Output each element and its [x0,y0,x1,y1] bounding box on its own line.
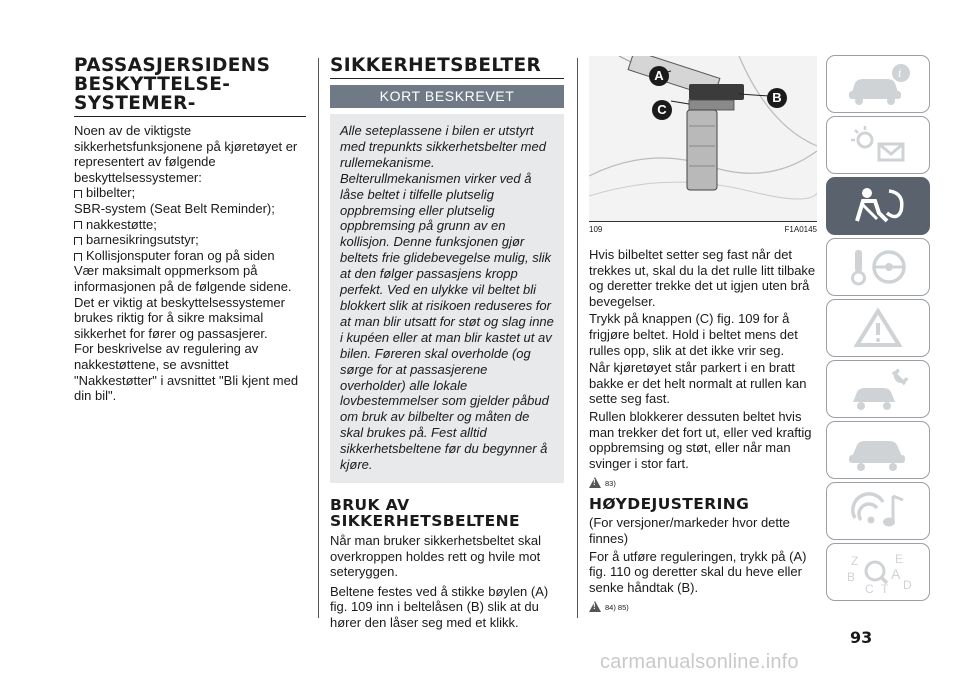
label-a: A [649,66,669,86]
list-item [74,248,306,264]
heading-line-2: BESKYTTELSE- [74,74,231,95]
warning-triangle-icon[interactable] [826,299,930,357]
figure-number: 109 [589,225,603,234]
heading-line-1: PASSASJERSIDENS [74,55,271,76]
heading-line-3: SYSTEMER- [74,93,196,114]
stuck-belt-paragraph: Hvis bilbeltet setter seg fast når det trekkes ut, skal du la det rulle litt tilbake og deretter trekke det ut igjen uten brå bevegelser. [589,247,816,309]
list-item [74,217,306,233]
index-letter: C [865,582,874,595]
wrench-car-icon[interactable] [826,360,930,418]
bullet-icon [74,221,82,229]
multimedia-icon[interactable] [826,482,930,540]
systems-list [74,185,306,263]
sub-heading-use [330,497,564,529]
index-search-icon[interactable] [826,543,930,601]
seatbelt-buckle-illustration [589,56,817,221]
dashboard-lights-icon[interactable] [826,116,930,174]
car-info-icon[interactable] [826,55,930,113]
svg-text:i: i [898,67,902,80]
list-item-text: bilbelter; [86,185,136,201]
list-item-text: nakkestøtte; [86,216,157,232]
bullet-icon [74,237,82,245]
index-letter: E [895,552,904,566]
page-number: 93 [850,628,873,647]
warning-ref-text: 84) 85) [605,603,629,613]
release-paragraph: Trykk på knappen (C) fig. 109 for å frigjøre beltet. Hold i beltet mens det rulles opp, slik at det ikke vrir seg. [589,311,798,358]
warning-reference-83 [589,474,817,488]
section-heading-height-adjustment: HØYDEJUSTERING [589,495,750,514]
warning-reference-84-85 [589,598,817,612]
summary-box: Alle seteplassene i bilen er utstyrt med trepunkts sikkerhetsbelter med rullemekanisme. Belterullmekanismen virker ved å låse beltet i tilfelle plutselig oppbremsing eller plutselig oppbremsing på grunn av en kollisjon. Denne funksjonen gjør beltets frie glidebevegelse mulig, slik at den følger passasjens kropp perfekt. Ved en ulykke vil beltet bli blokkert slik at risikoen reduseres for at man blir utsatt for støt og slag inne i kupéen eller at man blir kastet ut av bilen. Føreren skal overholde (og sørge for at passasjerene overholder) alle lokale lovbestemmelser som gjelder påbud om bruk av bilbelter og måten de skal brukes på. Fest alltid sikkerhetsbeltene før du begynner å kjøre. [330,114,564,483]
figure-caption [589,221,817,234]
index-letter: D [903,578,912,592]
bullet-icon [74,253,82,261]
parking-paragraph: Når kjøretøyet står parkert i en bratt bakke er det helt normalt at rullen kan sette seg fast. [589,360,807,407]
list-item [74,232,306,248]
summary-band: KORT BESKREVET [330,85,564,108]
index-letter: T [881,582,889,595]
warning-triangle-icon [589,601,601,612]
heading-underline [74,116,306,117]
warning-ref-text: 83) [605,479,616,489]
column-1 [74,56,306,404]
intro-text: Noen av de viktigste sikkerhetsfunksjonene på kjøretøyet er representert av følgende beskyttelsessystemer: [74,123,298,185]
sub-heading-line-2: SIKKERHETSBELTENE [330,511,521,530]
warning-triangle-icon [589,477,601,488]
column-divider [577,58,578,618]
adjustment-paragraph: For å utføre reguleringen, trykk på (A) fig. 110 og deretter skal du heve eller senke håndtak (B). [589,548,807,595]
column-2 [330,56,564,631]
list-item-text: barnesikringsutstyr; [86,232,199,248]
posture-paragraph: Når man bruker sikkerhetsbeltet skal overkroppen holdes rett og hvile mot seteryggen. [330,532,541,580]
label-b: B [767,88,787,108]
label-c: C [652,100,672,120]
list-item-text: SBR-system (Seat Belt Reminder); [74,200,275,216]
fastening-paragraph: Beltene festes ved å stikke bøylen (A) fig. 109 inn i beltelåsen (B) slik at du hører den låser seg med et klikk. [330,583,549,630]
list-item [74,185,306,201]
key-steering-wheel-icon[interactable] [826,238,930,296]
watermark: carmanualsonline.info [600,651,799,673]
heading-underline [330,78,564,79]
attention-paragraph: Vær maksimalt oppmerksom på informasjonen på de følgende sidene. Det er viktig at beskyttelsessystemer brukes riktig for å sikre maksimal sikkerhet for fører og passasjerer. [74,263,292,341]
head-restraint-reference: For beskrivelse av regulering av nakkestøttene, se avsnittet "Nakkestøtter" i avsnittet "Bli kjent med din bil". [74,341,299,404]
list-item-text: Kollisjonsputer foran og på siden [86,247,275,263]
index-letter: B [847,570,856,584]
sub-heading-line-1: BRUK AV [330,495,410,514]
lock-paragraph: Rullen blokkerer dessuten beltet hvis man trekker det fort ut, eller ved kraftig oppbremsing og støt, eller når man svinger i stor fart. [589,408,812,471]
figure-code: F1A0145 [784,225,817,234]
index-letter: A [891,566,901,582]
chapter-tabs [826,55,930,604]
car-specs-icon[interactable] [826,421,930,479]
list-item [74,201,306,217]
bullet-icon [74,190,82,198]
versions-note: (For versjoner/markeder hvor dette finnes) [589,515,790,546]
seatbelt-airbag-icon[interactable] [826,177,930,235]
section-heading-protection [74,56,306,113]
column-divider [318,58,319,618]
column-3 [589,56,817,612]
section-heading-seatbelts: SIKKERHETSBELTER [330,55,542,76]
seatbelt-figure [589,56,817,221]
index-letter: Z [851,554,859,568]
